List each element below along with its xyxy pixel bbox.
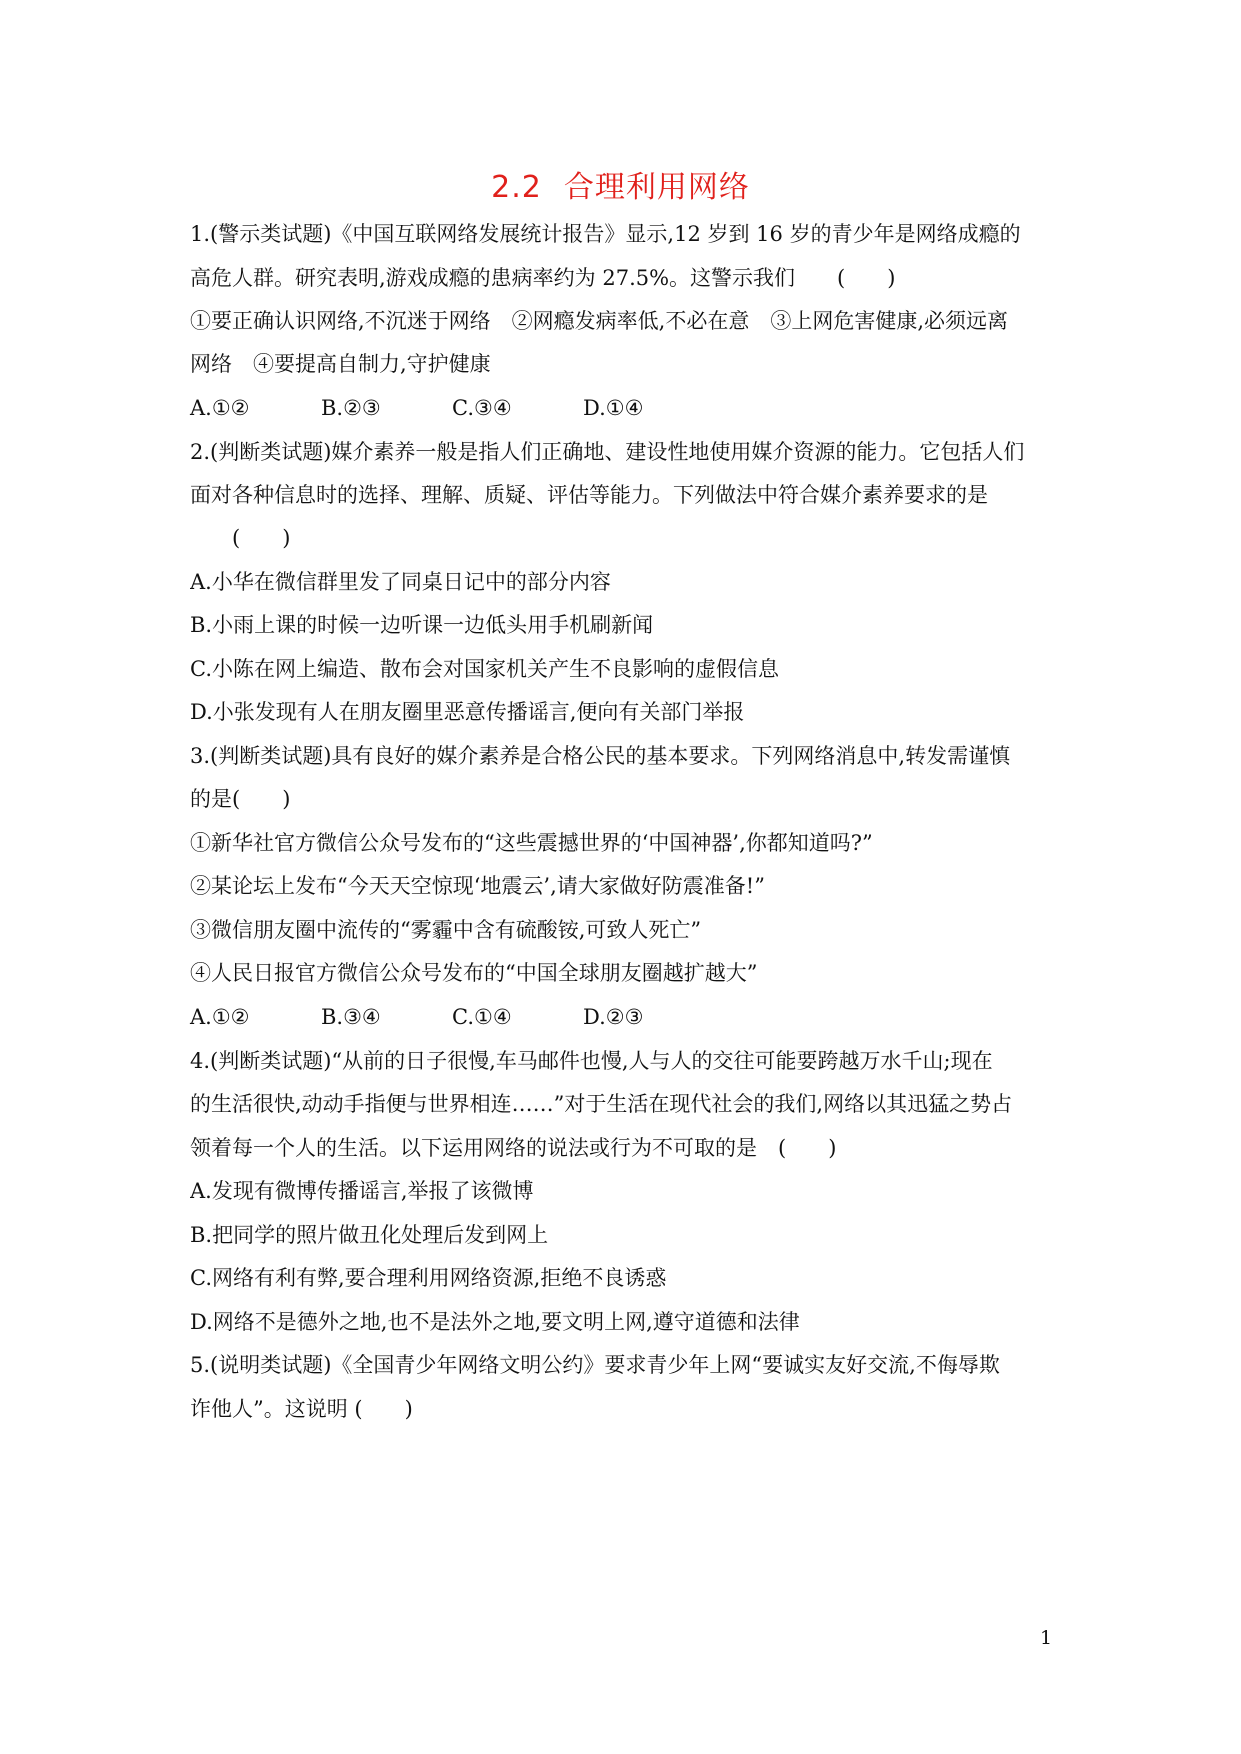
- text-line: 4.(判断类试题)“从前的日子很慢,车马邮件也慢,人与人的交往可能要跨越万水千山;现在: [190, 1049, 993, 1073]
- text-line: ①新华社官方微信公众号发布的“这些震撼世界的‘中国神器’,你都知道吗?”: [190, 831, 873, 855]
- text-line: 高危人群。研究表明,游戏成瘾的患病率约为 27.5%。这警示我们 ( ): [190, 266, 896, 290]
- option: B.③④: [321, 1005, 381, 1029]
- text-line: 的生活很快,动动手指便与世界相连……”对于生活在现代社会的我们,网络以其迅猛之势占: [190, 1092, 1013, 1116]
- text-line: ②某论坛上发布“今天天空惊现‘地震云’,请大家做好防震准备!”: [190, 874, 765, 898]
- text-line: ①要正确认识网络,不沉迷于网络 ②网瘾发病率低,不必在意 ③上网危害健康,必须远离: [190, 309, 1009, 333]
- text-line: D.网络不是德外之地,也不是法外之地,要文明上网,遵守道德和法律: [190, 1310, 800, 1334]
- text-line: C.网络有利有弊,要合理利用网络资源,拒绝不良诱惑: [190, 1266, 667, 1290]
- option: A.①②: [190, 1005, 250, 1029]
- text-line: 3.(判断类试题)具有良好的媒介素养是合格公民的基本要求。下列网络消息中,转发需谨慎: [190, 744, 1011, 768]
- text-line: 网络 ④要提高自制力,守护健康: [190, 352, 491, 376]
- text-line: B.把同学的照片做丑化处理后发到网上: [190, 1223, 549, 1247]
- option: D.①④: [583, 396, 644, 420]
- option: A.①②: [190, 396, 250, 420]
- option: D.②③: [583, 1005, 644, 1029]
- text-line: D.小张发现有人在朋友圈里恶意传播谣言,便向有关部门举报: [190, 700, 745, 724]
- text-line: 面对各种信息时的选择、理解、质疑、评估等能力。下列做法中符合媒介素养要求的是: [190, 483, 988, 507]
- text-line: A.小华在微信群里发了同桌日记中的部分内容: [190, 570, 611, 594]
- text-line: 5.(说明类试题)《全国青少年网络文明公约》要求青少年上网“要诚实友好交流,不侮辱欺: [190, 1353, 1000, 1377]
- text-line: ③微信朋友圈中流传的“雾霾中含有硫酸铵,可致人死亡”: [190, 918, 702, 942]
- text-line: ( ): [190, 526, 291, 550]
- text-line: 2.(判断类试题)媒介素养一般是指人们正确地、建设性地使用媒介资源的能力。它包括人们: [190, 440, 1025, 464]
- q3-options: [190, 1002, 714, 1032]
- section-title: 合理利用网络: [563, 170, 750, 205]
- text-line: B.小雨上课的时候一边听课一边低头用手机刷新闻: [190, 613, 654, 637]
- text-line: 领着每一个人的生活。以下运用网络的说法或行为不可取的是 ( ): [190, 1136, 837, 1160]
- option: C.③④: [452, 396, 512, 420]
- page-title: [0, 162, 1241, 206]
- section-number: 2.2: [491, 170, 542, 205]
- option: B.②③: [321, 396, 381, 420]
- option: C.①④: [452, 1005, 512, 1029]
- text-line: C.小陈在网上编造、散布会对国家机关产生不良影响的虚假信息: [190, 657, 779, 681]
- text-line: 的是( ): [190, 787, 291, 811]
- text-line: 诈他人”。这说明 ( ): [190, 1397, 413, 1421]
- text-line: A.发现有微博传播谣言,举报了该微博: [190, 1179, 534, 1203]
- text-line: 1.(警示类试题)《中国互联网络发展统计报告》显示,12 岁到 16 岁的青少年是网络成瘾的: [190, 222, 1021, 246]
- q1-options: [190, 393, 714, 423]
- text-line: ④人民日报官方微信公众号发布的“中国全球朋友圈越扩越大”: [190, 961, 758, 985]
- page-number: 1: [1040, 1627, 1053, 1649]
